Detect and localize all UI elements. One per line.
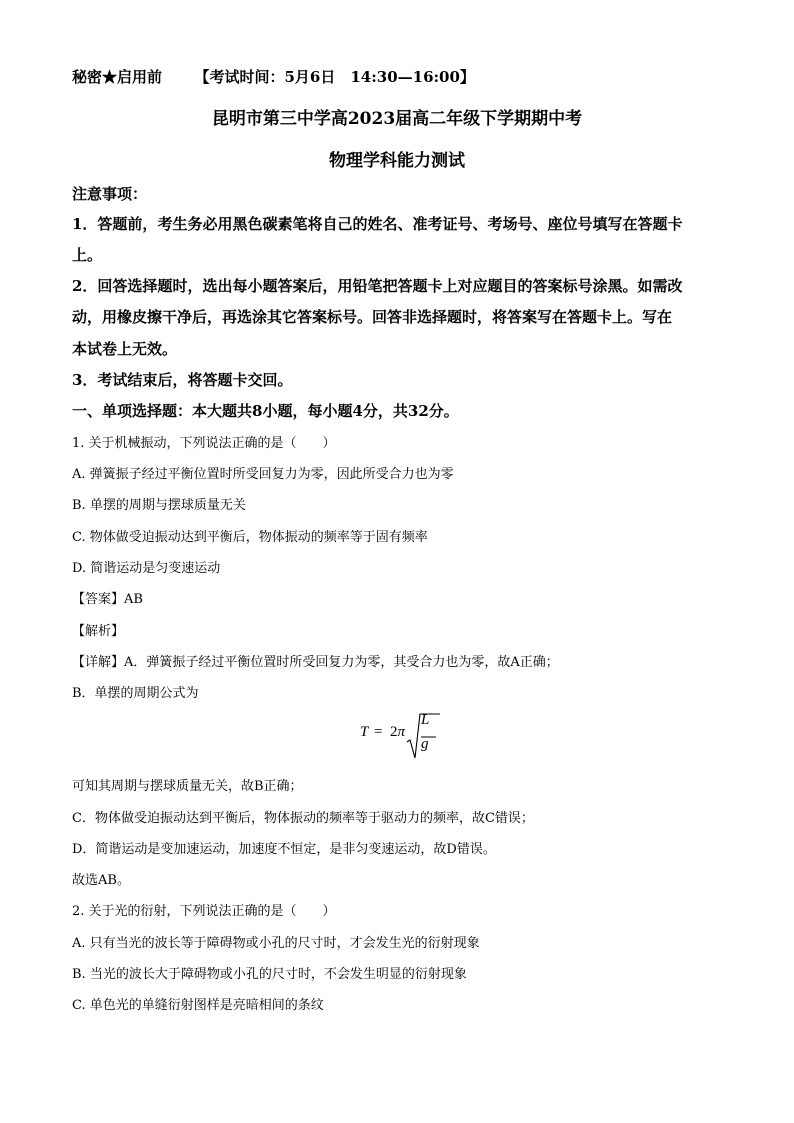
formula-denominator: g xyxy=(421,736,429,752)
exam-subtitle: 物理学科能力测试 xyxy=(329,151,465,171)
q2-option-a: A. 只有当光的波长等于障碍物或小孔的尺寸时，才会发生光的衍射现象 xyxy=(72,936,480,951)
note-2-line-2: 动，用橡皮擦干净后，再选涂其它答案标号。回答非选择题时，将答案写在答题卡上。写在 xyxy=(72,308,673,326)
formula-coefficient: 2π xyxy=(390,724,406,740)
section-heading: 一、单项选择题：本大题共8小题，每小题4分，共32分。 xyxy=(72,402,459,420)
q1-answer: 【答案】AB xyxy=(72,592,143,607)
q1-conclusion: 故选AB。 xyxy=(72,873,130,888)
q2-stem: 2. 关于光的衍射，下列说法正确的是（ ） xyxy=(72,904,336,919)
formula-lhs: T xyxy=(360,724,369,740)
q1-option-a: A. 弹簧振子经过平衡位置时所受回复力为零，因此所受合力也为零 xyxy=(72,467,454,482)
q1-analysis-label: 【解析】 xyxy=(72,624,125,639)
q1-detail-b: B．单摆的周期公式为 xyxy=(72,686,199,701)
q1-stem: 1. 关于机械振动，下列说法正确的是（ ） xyxy=(72,436,336,451)
note-3: 3．考试结束后，将答题卡交回。 xyxy=(72,371,293,389)
header-line xyxy=(72,66,475,87)
q1-detail-e: D．简谐运动是变加速运动，加速度不恒定，是非匀变速运动，故D错误。 xyxy=(72,842,496,857)
note-2-line-1: 2．回答选择题时，选出每小题答案后，用铅笔把答题卡上对应题目的答案标号涂黑。如需改 xyxy=(72,277,683,295)
q1-option-d: D. 简谐运动是匀变速运动 xyxy=(72,561,221,576)
exam-title: 昆明市第三中学高2023届高二年级下学期期中考 xyxy=(211,109,583,129)
notes-heading: 注意事项： xyxy=(72,185,148,203)
note-1-line-1: 1．答题前，考生务必用黑色碳素笔将自己的姓名、准考证号、考场号、座位号填写在答题卡 xyxy=(72,215,683,233)
q2-option-b: B. 当光的波长大于障碍物或小孔的尺寸时，不会发生明显的衍射现象 xyxy=(72,967,467,982)
q2-option-c: C. 单色光的单缝衍射图样是亮暗相间的条纹 xyxy=(72,998,324,1013)
q1-detail-a: 【详解】A．弹簧振子经过平衡位置时所受回复力为零，其受合力也为零，故A正确； xyxy=(72,655,559,670)
q1-option-c: C. 物体做受迫振动达到平衡后，物体振动的频率等于固有频率 xyxy=(72,530,428,545)
exam-time: 【考试时间：5月6日 14:30—16:00】 xyxy=(194,68,475,86)
formula-numerator: L xyxy=(421,712,430,728)
formula-equals: = xyxy=(374,724,383,740)
confidential-mark: 秘密★启用前 xyxy=(72,68,163,86)
note-2-line-3: 本试卷上无效。 xyxy=(72,340,178,358)
formula-pi: π xyxy=(397,724,406,740)
q1-detail-c: 可知其周期与摆球质量无关，故B正确； xyxy=(72,779,303,794)
note-1-line-2: 上。 xyxy=(72,246,103,264)
q1-detail-d: C．物体做受迫振动达到平衡后，物体振动的频率等于驱动力的频率，故C错误； xyxy=(72,811,534,826)
q1-option-b: B. 单摆的周期与摆球质量无关 xyxy=(72,498,246,513)
